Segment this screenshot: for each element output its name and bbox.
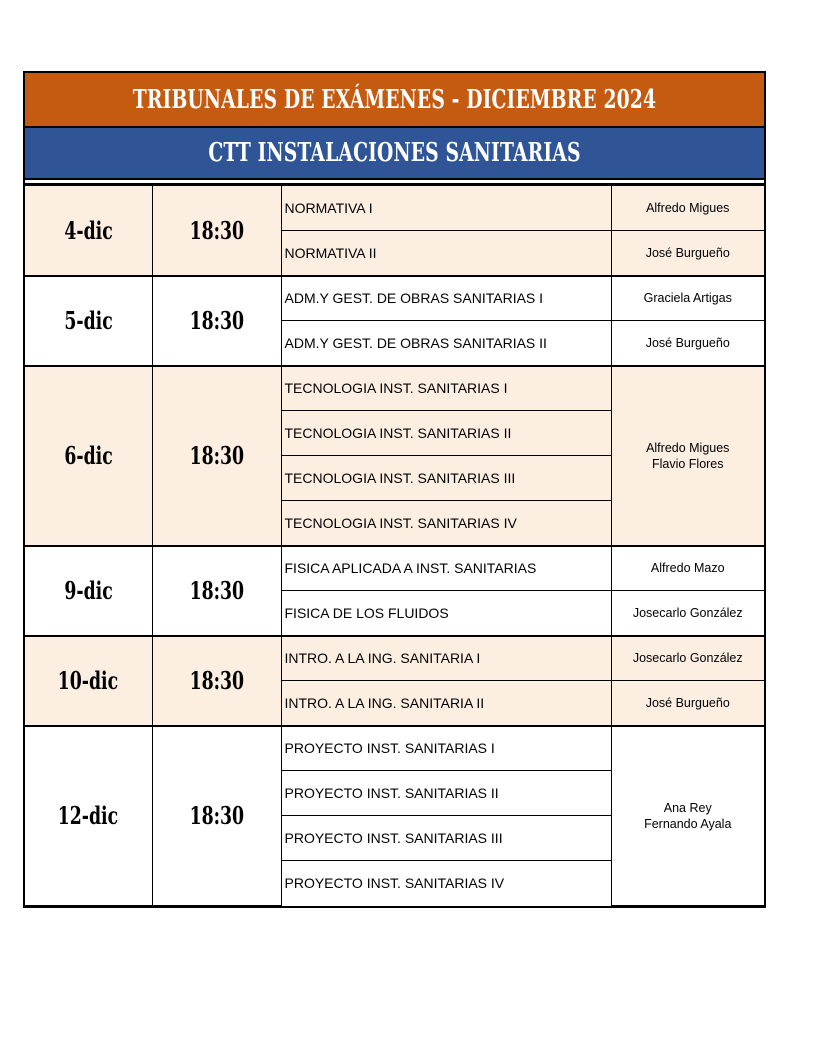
schedule-body xyxy=(25,186,764,906)
exam-date: 10-dic xyxy=(58,666,119,695)
subtitle-banner xyxy=(25,128,764,180)
examiner-name: Josecarlo González xyxy=(611,636,764,681)
subject-name: PROYECTO INST. SANITARIAS III xyxy=(281,816,611,861)
exam-time-cell xyxy=(152,276,281,366)
exam-time: 18:30 xyxy=(189,441,244,470)
exam-time: 18:30 xyxy=(189,666,244,695)
exam-time: 18:30 xyxy=(189,215,244,245)
examiner-name: José Burgueño xyxy=(611,681,764,726)
page-title: TRIBUNALES DE EXÁMENES - DICIEMBRE 2024 xyxy=(132,84,657,115)
subject-name: NORMATIVA II xyxy=(281,231,611,276)
subject-name: ADM.Y GEST. DE OBRAS SANITARIAS I xyxy=(281,276,611,321)
exam-date-cell xyxy=(25,546,152,636)
subject-name: TECNOLOGIA INST. SANITARIAS I xyxy=(281,366,611,411)
exam-schedule-sheet xyxy=(23,71,766,908)
examiners-cell xyxy=(611,726,764,906)
subject-name: NORMATIVA I xyxy=(281,186,611,231)
subject-name: FISICA APLICADA A INST. SANITARIAS xyxy=(281,546,611,591)
examiner-name: José Burgueño xyxy=(611,321,764,366)
exam-date-cell xyxy=(25,636,152,726)
examiner-name: José Burgueño xyxy=(611,231,764,276)
examiner-name: Flavio Flores xyxy=(651,456,724,471)
schedule-row xyxy=(25,636,764,681)
examiner-name: Alfredo Migues xyxy=(646,440,730,455)
schedule-row xyxy=(25,186,764,231)
exam-time-cell xyxy=(152,186,281,276)
subject-name: INTRO. A LA ING. SANITARIA II xyxy=(281,681,611,726)
exam-time: 18:30 xyxy=(189,306,244,335)
exam-time: 18:30 xyxy=(189,801,244,831)
exam-date: 4-dic xyxy=(64,215,113,245)
subject-name: FISICA DE LOS FLUIDOS xyxy=(281,591,611,636)
exam-date: 9-dic xyxy=(64,576,113,605)
exam-date-cell xyxy=(25,726,152,906)
examiner-name: Ana Rey xyxy=(663,800,712,815)
subject-name: PROYECTO INST. SANITARIAS IV xyxy=(281,861,611,906)
exam-time-cell xyxy=(152,546,281,636)
schedule-row xyxy=(25,276,764,321)
schedule-table xyxy=(25,185,764,906)
exam-time-cell xyxy=(152,636,281,726)
exam-time: 18:30 xyxy=(189,576,244,605)
exam-date-cell xyxy=(25,276,152,366)
exam-time-cell xyxy=(152,726,281,906)
examiners-cell xyxy=(611,366,764,546)
examiner-name: Fernando Ayala xyxy=(644,816,732,831)
exam-date: 12-dic xyxy=(58,801,119,831)
examiner-name: Alfredo Migues xyxy=(611,186,764,231)
examiner-name: Josecarlo González xyxy=(611,591,764,636)
subject-name: TECNOLOGIA INST. SANITARIAS II xyxy=(281,411,611,456)
exam-date-cell xyxy=(25,366,152,546)
subject-name: INTRO. A LA ING. SANITARIA I xyxy=(281,636,611,681)
subject-name: TECNOLOGIA INST. SANITARIAS III xyxy=(281,456,611,501)
title-banner xyxy=(25,73,764,128)
subject-name: TECNOLOGIA INST. SANITARIAS IV xyxy=(281,501,611,546)
subject-name: PROYECTO INST. SANITARIAS II xyxy=(281,771,611,816)
subject-name: ADM.Y GEST. DE OBRAS SANITARIAS II xyxy=(281,321,611,366)
page-subtitle: CTT INSTALACIONES SANITARIAS xyxy=(208,138,581,168)
schedule-row xyxy=(25,726,764,771)
examiner-name: Graciela Artigas xyxy=(611,276,764,321)
exam-date: 6-dic xyxy=(64,441,113,470)
schedule-row xyxy=(25,546,764,591)
subject-name: PROYECTO INST. SANITARIAS I xyxy=(281,726,611,771)
examiner-name: Alfredo Mazo xyxy=(611,546,764,591)
exam-time-cell xyxy=(152,366,281,546)
exam-date: 5-dic xyxy=(64,306,113,335)
schedule-row xyxy=(25,366,764,411)
exam-date-cell xyxy=(25,186,152,276)
